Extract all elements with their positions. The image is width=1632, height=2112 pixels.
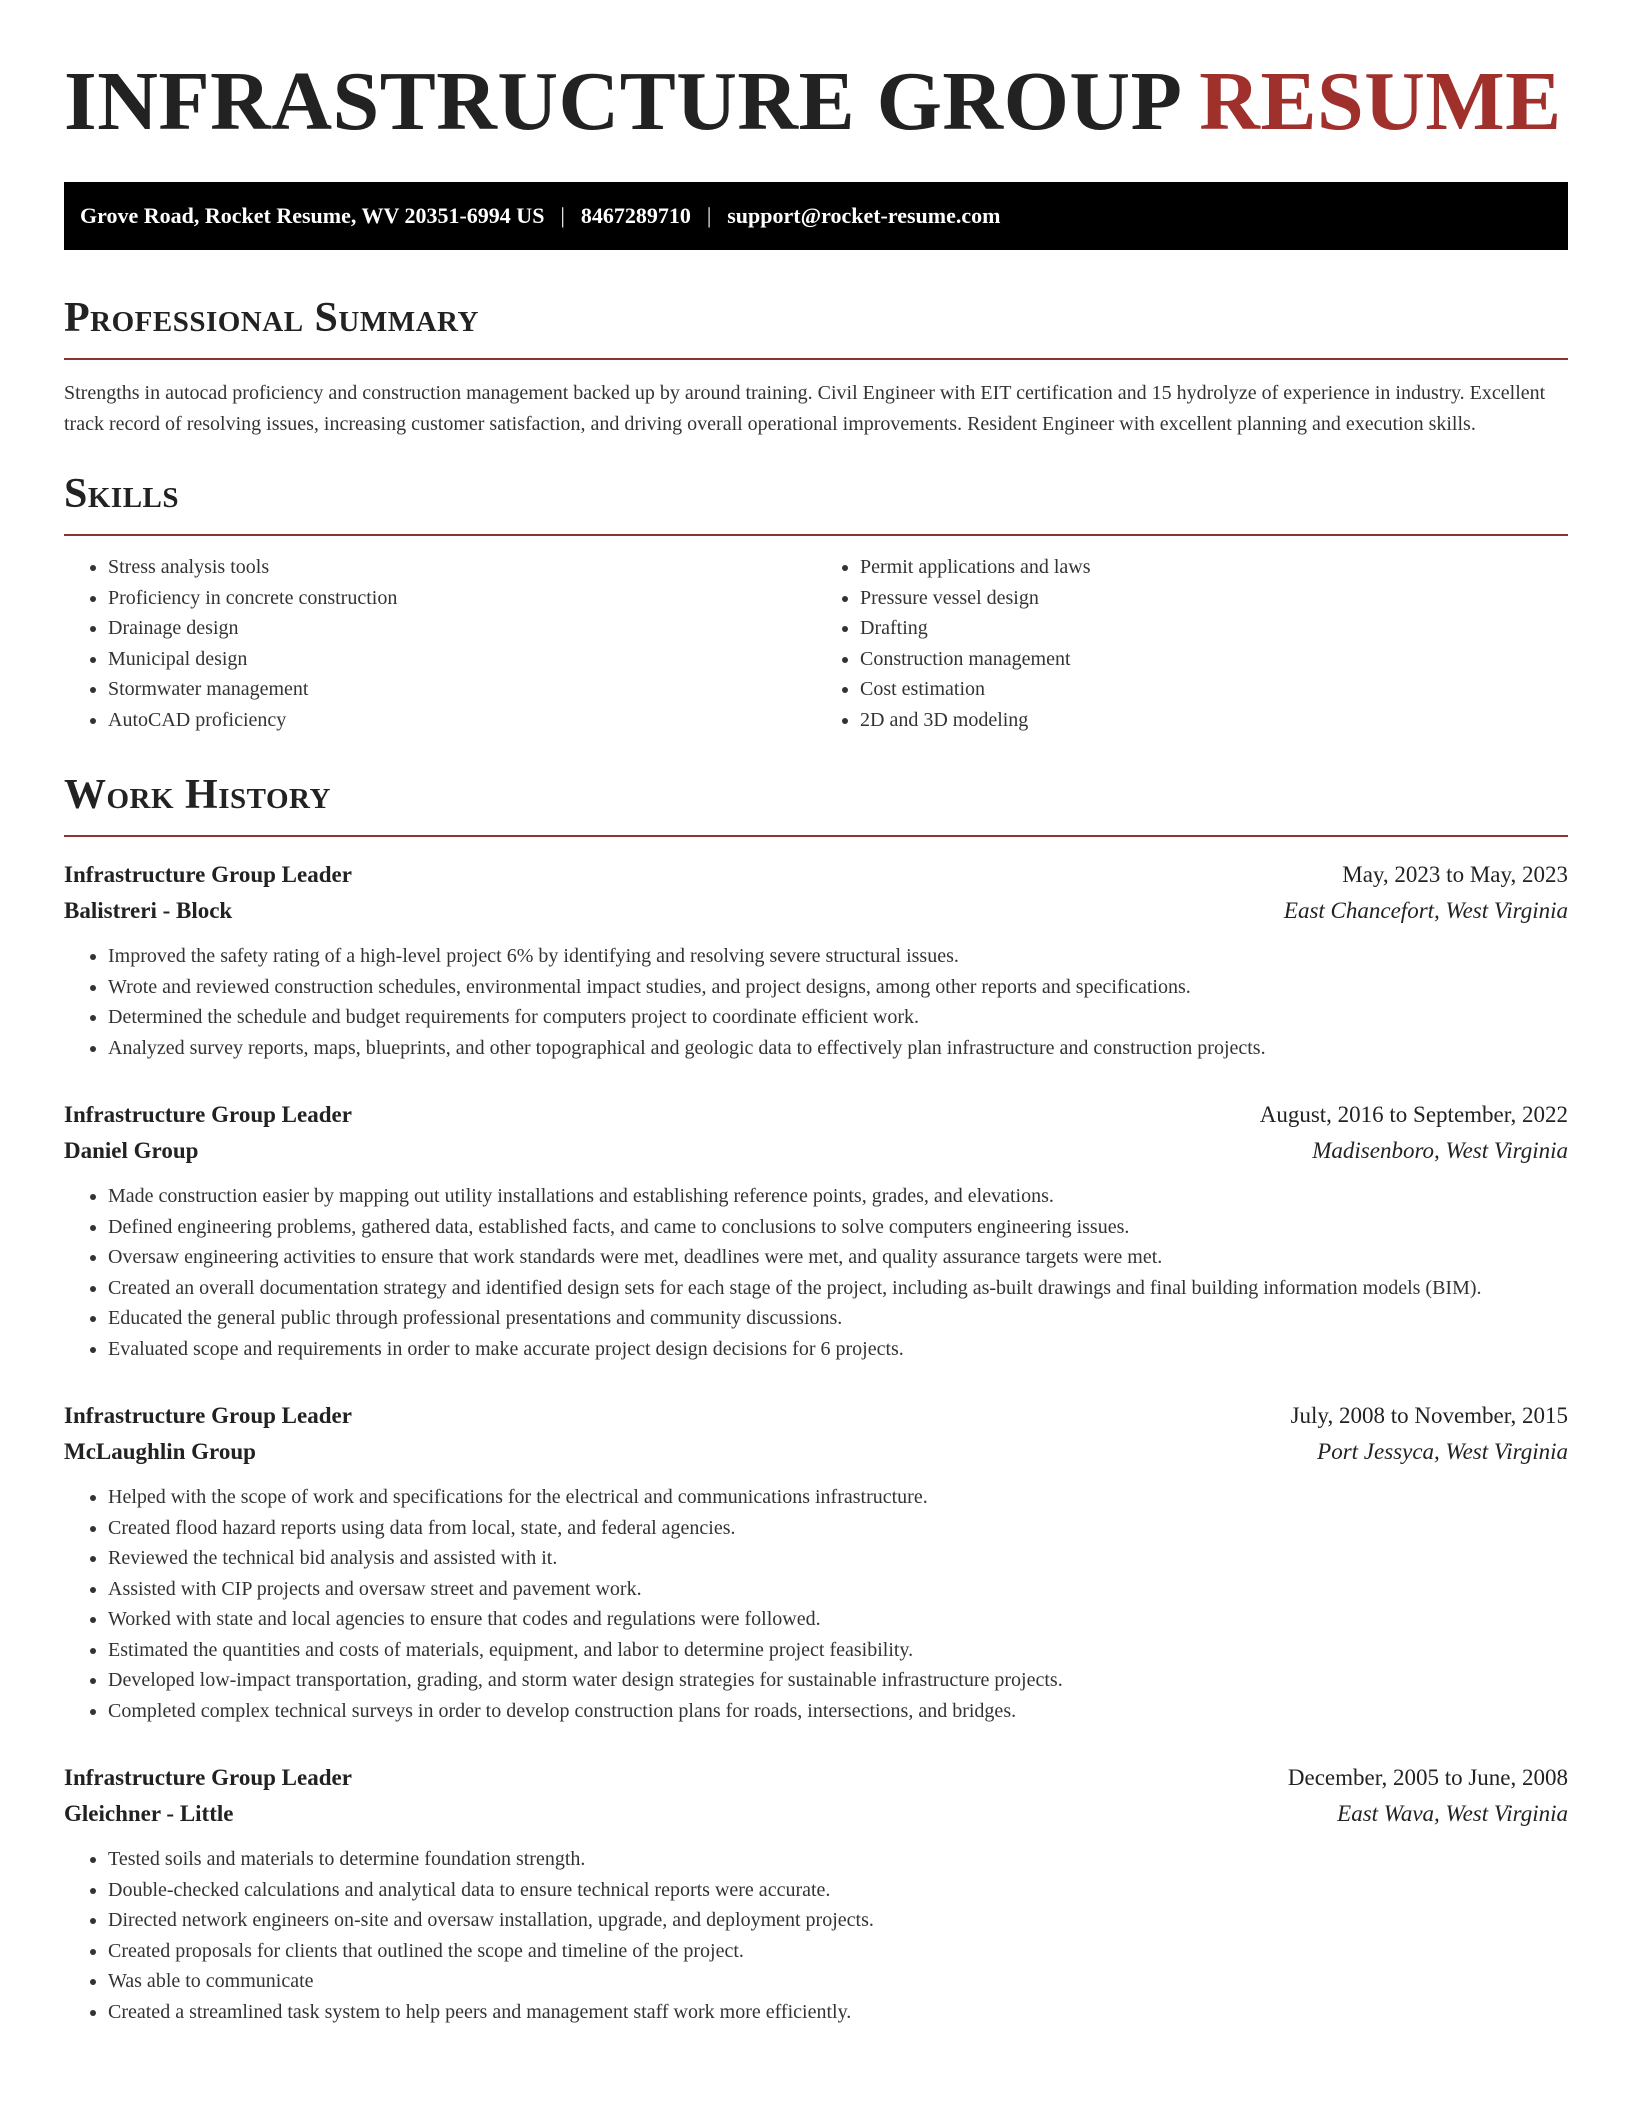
skill-item: • Cost estimation xyxy=(860,674,1568,705)
skill-item: • Pressure vessel design xyxy=(860,583,1568,614)
job-bullet: • Improved the safety rating of a high-level project 6% by identifying and resolving severe structural issues. xyxy=(108,941,1568,972)
section-title-summary: Professional Summary xyxy=(64,295,479,341)
job-company-row xyxy=(64,1434,1568,1470)
job-entry xyxy=(64,857,1568,1063)
job-bullet: • Assisted with CIP projects and oversaw street and pavement work. xyxy=(108,1574,1568,1605)
job-bullet: • Helped with the scope of work and specifications for the electrical and communications infrastructure. xyxy=(108,1482,1568,1513)
resume-title xyxy=(64,52,1568,152)
job-bullet: • Analyzed survey reports, maps, blueprints, and other topographical and geologic data to effectively plan infrastructure and construction projects. xyxy=(108,1033,1568,1064)
resume-title-main: INFRASTRUCTURE GROUP xyxy=(64,55,1178,148)
job-bullet: • Reviewed the technical bid analysis and assisted with it. xyxy=(108,1543,1568,1574)
job-header-row xyxy=(64,1097,1568,1133)
skills-columns xyxy=(64,552,1568,735)
job-bullet: • Estimated the quantities and costs of materials, equipment, and labor to determine project feasibility. xyxy=(108,1635,1568,1666)
job-location: Port Jessyca, West Virginia xyxy=(1317,1439,1568,1464)
contact-phone: 8467289710 xyxy=(580,203,691,228)
job-list xyxy=(64,857,1568,2027)
job-header-row xyxy=(64,857,1568,893)
skills-list-left xyxy=(64,552,816,735)
contact-email: support@rocket-resume.com xyxy=(727,203,1001,228)
section-divider xyxy=(64,534,1568,536)
job-bullet: • Double-checked calculations and analytical data to ensure technical reports were accurate. xyxy=(108,1875,1568,1906)
job-location: East Chancefort, West Virginia xyxy=(1283,898,1568,923)
job-bullet: • Wrote and reviewed construction schedules, environmental impact studies, and project designs, among other reports and specifications. xyxy=(108,972,1568,1003)
contact-separator: | xyxy=(706,203,712,228)
job-entry xyxy=(64,1398,1568,1726)
job-company-row xyxy=(64,1796,1568,1832)
section-title-skills: Skills xyxy=(64,471,180,517)
job-entry xyxy=(64,1760,1568,2027)
skill-item: • Proficiency in concrete construction xyxy=(108,583,816,614)
section-divider xyxy=(64,358,1568,360)
skill-item: • Drainage design xyxy=(108,613,816,644)
job-dates: May, 2023 to May, 2023 xyxy=(1342,862,1568,887)
job-title: Infrastructure Group Leader xyxy=(64,1102,352,1127)
job-bullet: • Created flood hazard reports using data from local, state, and federal agencies. xyxy=(108,1513,1568,1544)
job-dates: August, 2016 to September, 2022 xyxy=(1259,1102,1568,1127)
skill-item: • 2D and 3D modeling xyxy=(860,705,1568,736)
job-location: East Wava, West Virginia xyxy=(1337,1801,1568,1826)
work-history-section xyxy=(64,771,1568,2027)
job-company: Daniel Group xyxy=(64,1138,199,1163)
contact-bar xyxy=(64,182,1568,250)
contact-separator: | xyxy=(560,203,565,228)
skill-item: • AutoCAD proficiency xyxy=(108,705,816,736)
job-header-row xyxy=(64,1398,1568,1434)
summary-text: Strengths in autocad proficiency and construction management backed up by around training. Civil Engineer with EIT certification and 15 hydrolyze of experience in industry. Excellent track record of resolving issues, increasing customer satisfaction, and driving overall operational improvements. Resident Engineer with excellent planning and execution skills. xyxy=(64,382,1546,435)
job-bullet: • Was able to communicate xyxy=(108,1966,1568,1997)
skill-item: • Construction management xyxy=(860,644,1568,675)
job-bullet-list xyxy=(64,941,1568,1063)
skill-item: • Drafting xyxy=(860,613,1568,644)
job-dates: December, 2005 to June, 2008 xyxy=(1287,1765,1568,1790)
job-bullet: • Tested soils and materials to determine foundation strength. xyxy=(108,1844,1568,1875)
job-bullet: • Made construction easier by mapping out utility installations and establishing reference points, grades, and elevations. xyxy=(108,1181,1568,1212)
job-dates: July, 2008 to November, 2015 xyxy=(1290,1403,1568,1428)
skills-section xyxy=(64,470,1568,735)
job-bullet-list xyxy=(64,1844,1568,2027)
job-company-row xyxy=(64,1133,1568,1169)
job-title: Infrastructure Group Leader xyxy=(64,862,352,887)
job-bullet-list xyxy=(64,1181,1568,1364)
job-company-row xyxy=(64,893,1568,929)
job-bullet: • Defined engineering problems, gathered data, established facts, and came to conclusions to solve computers engineering issues. xyxy=(108,1212,1568,1243)
skills-list-right xyxy=(816,552,1568,735)
job-bullet: • Oversaw engineering activities to ensure that work standards were met, deadlines were met, and quality assurance targets were met. xyxy=(108,1242,1568,1273)
job-bullet: • Worked with state and local agencies to ensure that codes and regulations were followed. xyxy=(108,1604,1568,1635)
job-company: McLaughlin Group xyxy=(64,1439,256,1464)
skill-item: • Permit applications and laws xyxy=(860,552,1568,583)
job-header-row xyxy=(64,1760,1568,1796)
job-entry xyxy=(64,1097,1568,1364)
professional-summary-section xyxy=(64,294,1568,440)
job-location: Madisenboro, West Virginia xyxy=(1312,1138,1568,1163)
job-bullet-list xyxy=(64,1482,1568,1726)
job-title: Infrastructure Group Leader xyxy=(64,1765,352,1790)
job-company: Gleichner - Little xyxy=(64,1801,234,1826)
job-bullet: • Created a streamlined task system to help peers and management staff work more efficiently. xyxy=(108,1997,1568,2028)
job-bullet: • Evaluated scope and requirements in order to make accurate project design decisions for 6 projects. xyxy=(108,1334,1568,1365)
job-bullet: • Determined the schedule and budget requirements for computers project to coordinate efficient work. xyxy=(108,1002,1568,1033)
skill-item: • Municipal design xyxy=(108,644,816,675)
section-divider xyxy=(64,835,1568,837)
job-bullet: • Developed low-impact transportation, grading, and storm water design strategies for sustainable infrastructure projects. xyxy=(108,1665,1568,1696)
job-title: Infrastructure Group Leader xyxy=(64,1403,352,1428)
contact-address: Grove Road, Rocket Resume, WV 20351-6994 US xyxy=(80,203,545,228)
job-company: Balistreri - Block xyxy=(64,898,233,923)
job-bullet: • Created proposals for clients that outlined the scope and timeline of the project. xyxy=(108,1936,1568,1967)
skill-item: • Stress analysis tools xyxy=(108,552,816,583)
job-bullet: • Directed network engineers on-site and oversaw installation, upgrade, and deployment projects. xyxy=(108,1905,1568,1936)
skill-item: • Stormwater management xyxy=(108,674,816,705)
section-title-work-history: Work History xyxy=(64,772,331,818)
job-bullet: • Completed complex technical surveys in order to develop construction plans for roads, intersections, and bridges. xyxy=(108,1696,1568,1727)
resume-title-accent: RESUME xyxy=(1199,55,1562,148)
job-bullet: • Created an overall documentation strategy and identified design sets for each stage of the project, including as-built drawings and final building information models (BIM). xyxy=(108,1273,1568,1304)
job-bullet: • Educated the general public through professional presentations and community discussions. xyxy=(108,1303,1568,1334)
